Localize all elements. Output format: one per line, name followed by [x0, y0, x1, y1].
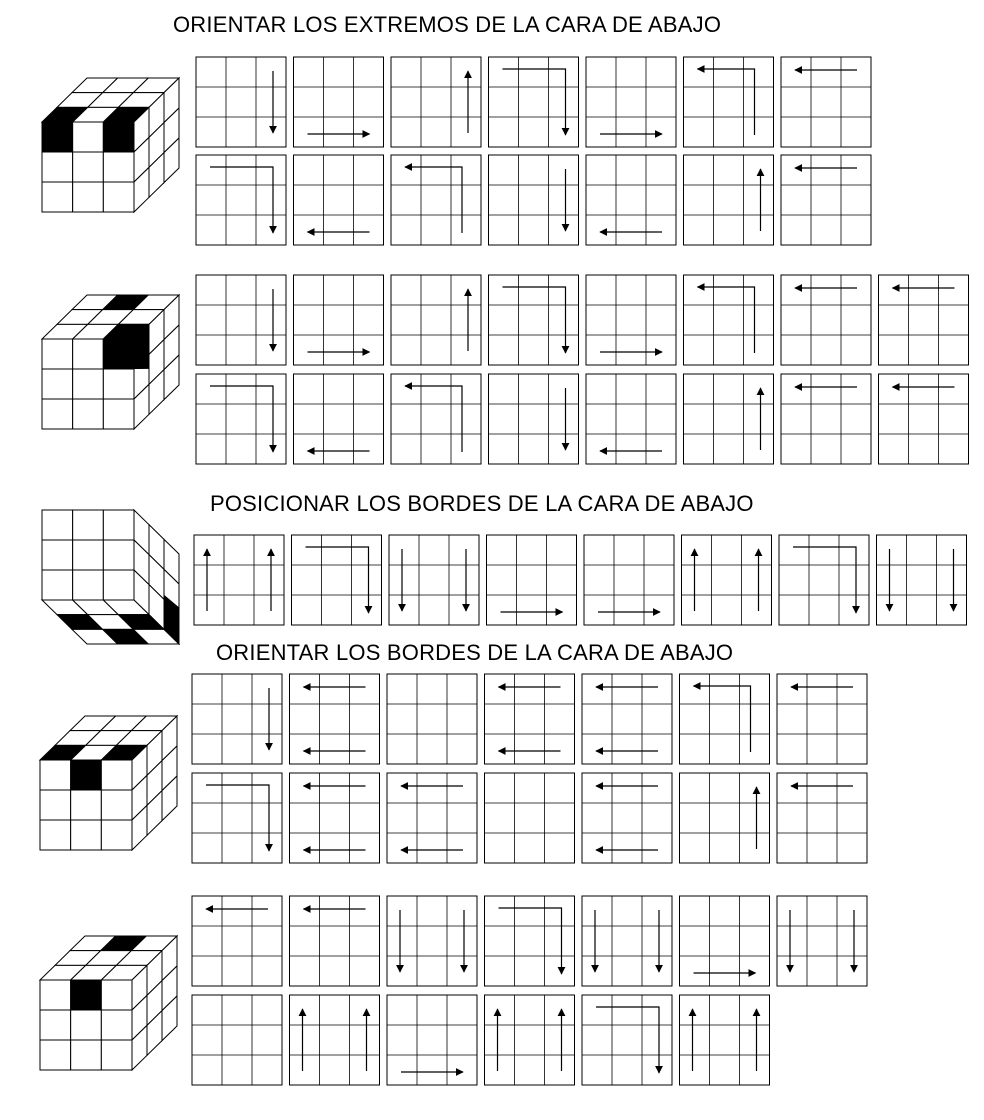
move-square: [777, 674, 867, 764]
move-square: [582, 773, 672, 863]
move-square: [877, 535, 967, 625]
move-square: [684, 57, 774, 147]
move-square: [294, 374, 384, 464]
move-square: [586, 374, 676, 464]
move-square-border: [391, 374, 481, 464]
cube-front-facelet: [40, 1040, 71, 1070]
cube-front-facelet: [40, 790, 71, 820]
move-square: [290, 773, 380, 863]
cube-front-facelet: [73, 152, 104, 182]
cube-front-facelet: [42, 510, 73, 540]
move-square-border: [192, 995, 282, 1085]
cube-front-facelet: [42, 540, 73, 570]
move-square: [777, 896, 867, 986]
move-square: [387, 896, 477, 986]
cube-front-facelet: [42, 570, 73, 600]
cube-front-facelet: [73, 570, 104, 600]
move-square-border: [387, 674, 477, 764]
move-square: [781, 155, 871, 245]
move-square: [391, 275, 481, 365]
move-square: [489, 57, 579, 147]
move-square: [485, 896, 575, 986]
move-square: [586, 155, 676, 245]
move-square: [294, 275, 384, 365]
cube-front-facelet: [71, 820, 102, 850]
cube-front-facelet: [103, 122, 134, 152]
heading-orient-corners: ORIENTAR LOS EXTREMOS DE LA CARA DE ABAJO: [173, 12, 722, 37]
move-square-border: [680, 674, 770, 764]
move-square: [684, 374, 774, 464]
cube-front-facelet: [101, 760, 132, 790]
cube-front-facelet: [42, 399, 73, 429]
move-square: [781, 374, 871, 464]
cube-front-facelet: [42, 122, 73, 152]
move-square: [781, 275, 871, 365]
cube-front-facelet: [71, 980, 102, 1010]
move-square: [196, 275, 286, 365]
cube-front-facelet: [73, 369, 104, 399]
move-square: [387, 995, 477, 1085]
cube-front-facelet: [42, 152, 73, 182]
cube-front-facelet: [40, 820, 71, 850]
cube-front-facelet: [71, 760, 102, 790]
cube-front-facelet: [101, 820, 132, 850]
move-square: [387, 674, 477, 764]
move-square: [879, 275, 969, 365]
cube-front-facelet: [73, 182, 104, 212]
move-square: [684, 155, 774, 245]
cube-front-facelet: [101, 1010, 132, 1040]
cube-front-facelet: [73, 510, 104, 540]
move-square: [196, 155, 286, 245]
move-square: [290, 674, 380, 764]
move-square: [192, 896, 282, 986]
move-square: [292, 535, 382, 625]
cube-front-facelet: [101, 790, 132, 820]
cube-front-facelet: [71, 790, 102, 820]
move-square: [290, 995, 380, 1085]
cube-front-facelet: [73, 122, 104, 152]
move-square: [391, 374, 481, 464]
move-square: [680, 995, 770, 1085]
cube-front-facelet: [103, 540, 134, 570]
move-square: [196, 57, 286, 147]
cube-front-facelet: [40, 980, 71, 1010]
cube-front-facelet: [40, 1010, 71, 1040]
move-square: [196, 374, 286, 464]
move-square: [192, 773, 282, 863]
move-square: [777, 773, 867, 863]
cube-2: [42, 295, 179, 429]
move-square: [294, 155, 384, 245]
move-square: [489, 374, 579, 464]
cube-front-facelet: [73, 540, 104, 570]
move-square: [779, 535, 869, 625]
move-square: [586, 57, 676, 147]
move-square: [485, 995, 575, 1085]
move-square: [879, 374, 969, 464]
move-square: [192, 674, 282, 764]
heading-orient-edges: ORIENTAR LOS BORDES DE LA CARA DE ABAJO: [216, 640, 734, 665]
move-square: [680, 896, 770, 986]
move-square: [485, 773, 575, 863]
heading-position-edges: POSICIONAR LOS BORDES DE LA CARA DE ABAJO: [210, 491, 754, 516]
cube-front-facelet: [103, 399, 134, 429]
move-square: [489, 275, 579, 365]
move-square: [294, 57, 384, 147]
move-square: [582, 674, 672, 764]
move-square: [489, 155, 579, 245]
move-square-border: [684, 57, 774, 147]
move-square: [680, 773, 770, 863]
move-square: [684, 275, 774, 365]
move-square-border: [485, 773, 575, 863]
cube-front-facelet: [42, 182, 73, 212]
move-square: [487, 535, 577, 625]
cube-front-facelet: [42, 369, 73, 399]
move-square: [194, 535, 284, 625]
cube-front-facelet: [73, 399, 104, 429]
move-square: [192, 995, 282, 1085]
move-square: [586, 275, 676, 365]
cube-3: [42, 510, 179, 644]
cube-front-facelet: [103, 510, 134, 540]
move-square: [391, 57, 481, 147]
cube-front-facelet: [73, 339, 104, 369]
move-square: [389, 535, 479, 625]
cube-front-facelet: [103, 369, 134, 399]
cube-front-facelet: [103, 182, 134, 212]
cube-front-facelet: [71, 1040, 102, 1070]
cube-1: [42, 78, 179, 212]
cube-front-facelet: [101, 1040, 132, 1070]
cube-front-facelet: [103, 570, 134, 600]
cube-front-facelet: [71, 1010, 102, 1040]
move-square: [387, 773, 477, 863]
move-square: [290, 896, 380, 986]
cube-front-facelet: [42, 339, 73, 369]
move-square: [584, 535, 674, 625]
move-square: [391, 155, 481, 245]
move-square: [582, 896, 672, 986]
move-square: [680, 674, 770, 764]
cube-5: [40, 936, 177, 1070]
move-square: [582, 995, 672, 1085]
move-square-border: [684, 275, 774, 365]
cube-front-facelet: [103, 152, 134, 182]
move-square-border: [391, 155, 481, 245]
move-square: [781, 57, 871, 147]
move-square: [485, 674, 575, 764]
move-square: [682, 535, 772, 625]
cube-4: [40, 716, 177, 850]
cube-front-facelet: [101, 980, 132, 1010]
cube-front-facelet: [40, 760, 71, 790]
